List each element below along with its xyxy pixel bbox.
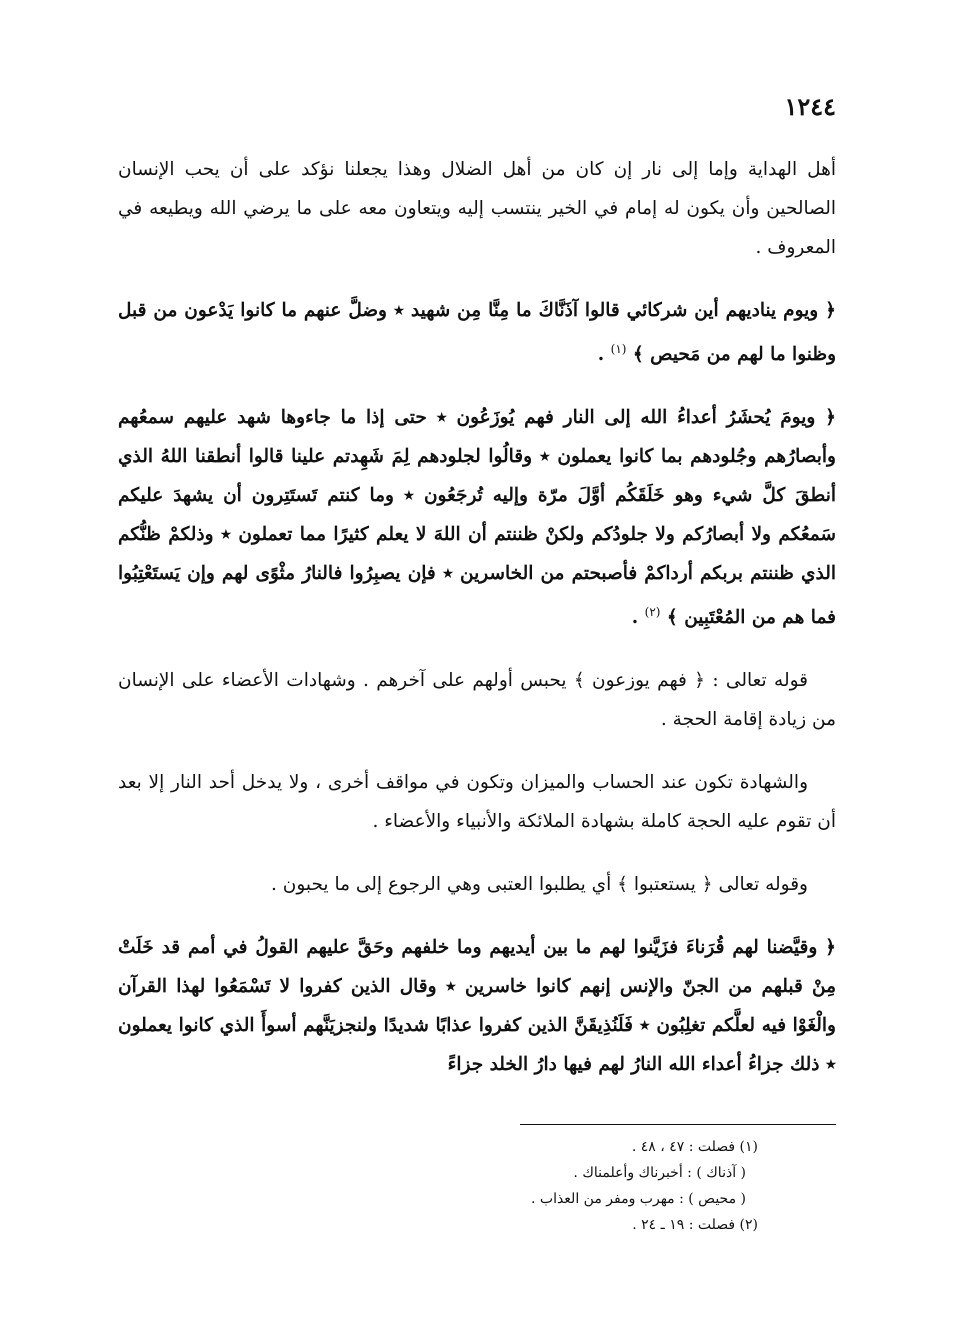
footnote-reference[interactable]: (١) [610,342,627,356]
footnote-reference[interactable]: (٢) [644,605,661,620]
quran-verse-block [118,291,836,374]
verse-text: ﴿ وقيَّضنا لهم قُرَناءَ فزَيَّنوا لهم ما بين أيديهم وما خلفهم وحَقَّ عليهم القولُ في أمم قد خَلَتْ مِنْ قبلهم من الجنّ والإنس إنهم كانوا خاسرين ٭ وقال الذين كفروا لا تَسْمَعُوا لهذا القرآن والْغَوْا فيه لعلَّكم تغلِبُون ٭ فَلَنُذِيقَنَّ الذين كفروا عذابًا شديدًا ولنجزيَنَّهم أسوأَ الذي كانوا يعملون ٭ ذلك جزاءُ أعداء الله النارُ لهم فيها دارُ الخلد جزاءً [118,937,836,1076]
paragraph-text: وقوله تعالى ﴿ يستعتبوا ﴾ أي يطلبوا العتبى وهي الرجوع إلى ما يحبون . [270,874,808,896]
commentary-paragraph [118,865,836,904]
footnote-item: (٢) فصلت : ١٩ ـ ٢٤ . [632,1217,758,1233]
verse-text: ﴿ ويوم يناديهم أين شركائي قالوا آذَنَّاكَ ما مِنَّا مِن شهيد ٭ وضلَّ عنهم ما كانوا يَدْعون من قبل وظنوا ما لهم من مَحيص ﴾ [118,300,836,366]
quran-verse-block [118,928,836,1084]
footnotes [118,1134,758,1238]
footnote-item: (١) فصلت : ٤٧ ، ٤٨ . [631,1139,758,1155]
paragraph-text: قوله تعالى : ﴿ فهم يوزعون ﴾ يحبس أولهم على آخرهم . وشهادات الأعضاء على الإنسان من زيادة إقامة الحجة . [118,670,836,731]
verse-tail: . [631,607,645,629]
paragraph-text: أهل الهداية وإما إلى نار إن كان من أهل الضلال وهذا يجعلنا نؤكد على أن يحب الإنسان الصالحين وأن يكون له إمام في الخير ينتسب إليه ويتعاون معه على ما يرضي الله ويطيعه في المعروف . [118,159,836,258]
commentary-paragraph [118,763,836,841]
footnote-item: ( آذناك ) : أخبرناك وأعلمناك . [573,1165,746,1181]
footnote-divider [520,1124,836,1125]
paragraph-text: والشهادة تكون عند الحساب والميزان وتكون في مواقف أخرى ، ولا يدخل أحد النار إلا بعد أن تقوم عليه الحجة كاملة بشهادة الملائكة والأنبياء والأعضاء . [118,772,836,833]
page-number: ١٢٤٤ [784,92,836,121]
quran-verse-block [118,398,836,637]
verse-text: ﴿ ويومَ يُحشَرُ أعداءُ الله إلى النار فهم يُوزَعُون ٭ حتى إذا ما جاءوها شهد عليهم سمعُهم وأبصارُهم وجُلودهم بما كانوا يعملون ٭ وقالُوا لجلودهم لِمَ شَهِدتم علينا قالوا أنطقنا اللهُ الذي أنطقَ كلَّ شيء وهو خَلَقَكُم أوَّلَ مرّة وإليه تُرجَعُون ٭ وما كنتم تَستَتِرون أن يشهدَ عليكم سَمعُكم ولا أبصارُكم ولا جلودُكم ولكنْ ظننتم أن اللهَ لا يعلم كثيرًا مما تعملون ٭ وذلكمْ ظنُّكم الذي ظننتم بربكم أرداكمْ فأصبحتم من الخاسرين ٭ فإن يصبِرُوا فالنارُ مثْوًى لهم وإن يَستَعْتِبُوا فما هم من المُعْتَبِين ﴾ [118,407,836,629]
paragraph-intro [118,150,836,267]
verse-tail: . [597,344,611,366]
page-body [118,150,836,1108]
footnote-item: ( محيص ) : مهرب ومفر من العذاب . [530,1191,746,1207]
commentary-paragraph [118,661,836,739]
